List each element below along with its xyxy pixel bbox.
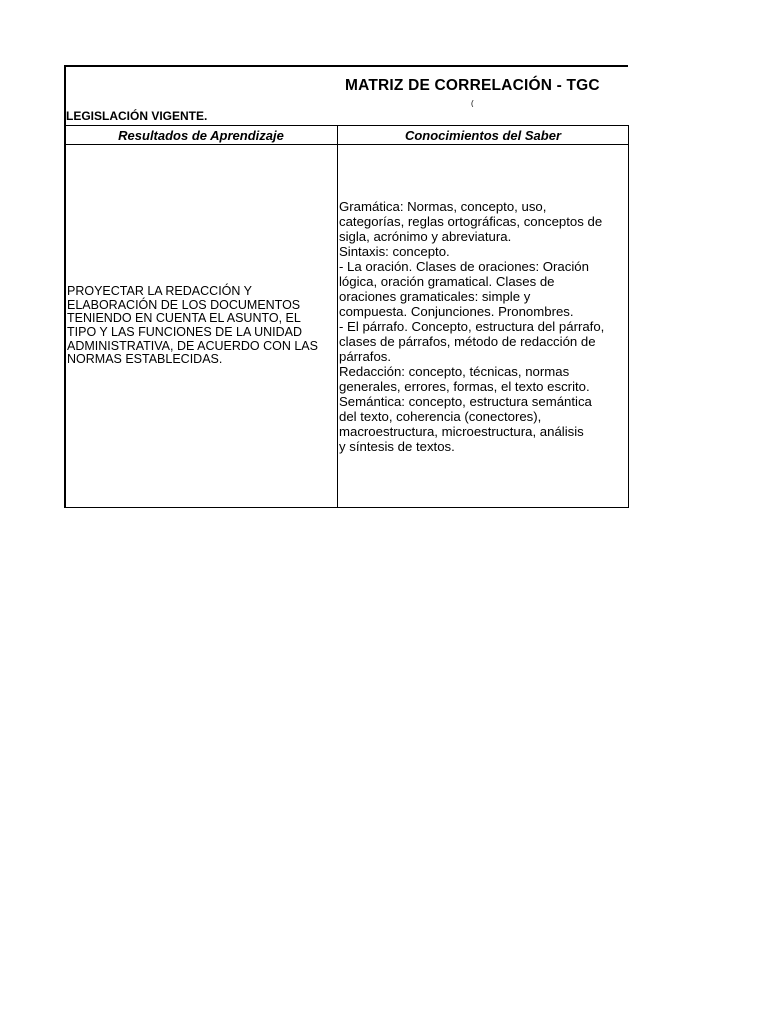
header-conocimientos: Conocimientos del Saber <box>338 126 629 145</box>
conocimientos-line: - El párrafo. Concepto, estructura del párrafo, <box>339 318 605 334</box>
correlation-table <box>64 125 629 508</box>
conocimientos-line: categorías, reglas ortográficas, conceptos de <box>339 213 603 229</box>
table-row <box>65 145 629 508</box>
conocimientos-line: Gramática: Normas, concepto, uso, <box>339 198 547 214</box>
resultados-line: NORMAS ESTABLECIDAS. <box>67 352 223 367</box>
cell-conocimientos <box>338 145 629 508</box>
cell-resultados <box>65 145 338 508</box>
correlation-matrix-sheet <box>64 65 628 508</box>
conocimientos-line: párrafos. <box>339 348 392 364</box>
resultados-line: ADMINISTRATIVA, DE ACUERDO CON LAS <box>67 338 318 353</box>
resultados-line: PROYECTAR LA REDACCIÓN Y <box>67 284 252 299</box>
conocimientos-line: clases de párrafos, método de redacción de <box>339 333 596 349</box>
conocimientos-line: sigla, acrónimo y abreviatura. <box>339 228 512 244</box>
conocimientos-line: compuesta. Conjunciones. Pronombres. <box>339 303 574 319</box>
conocimientos-line: Sintaxis: concepto. <box>339 243 450 259</box>
title-cropped-mark: ( <box>471 99 474 107</box>
conocimientos-line: oraciones gramaticales: simple y <box>339 288 531 304</box>
conocimientos-line: del texto, coherencia (conectores), <box>339 408 542 424</box>
resultados-line: TIPO Y LAS FUNCIONES DE LA UNIDAD <box>67 325 303 339</box>
conocimientos-line: generales, errores, formas, el texto escrito. <box>339 378 590 394</box>
title-row <box>66 67 628 107</box>
conocimientos-line: Semántica: concepto, estructura semántica <box>339 393 592 409</box>
resultados-line: ELABORACIÓN DE LOS DOCUMENTOS <box>67 297 301 312</box>
resultados-line: TENIENDO EN CUENTA EL ASUNTO, EL <box>67 311 301 326</box>
header-resultados: Resultados de Aprendizaje <box>65 126 338 145</box>
conocimientos-line: Redacción: concepto, técnicas, normas <box>339 363 570 379</box>
page-title: MATRIZ DE CORRELACIÓN - TGC <box>345 77 600 94</box>
conocimientos-line: lógica, oración gramatical. Clases de <box>339 273 555 289</box>
table-header-row <box>65 126 629 145</box>
conocimientos-line: macroestructura, microestructura, análisis <box>339 423 584 439</box>
subheading-legislacion: LEGISLACIÓN VIGENTE. <box>66 109 208 123</box>
conocimientos-line: y síntesis de textos. <box>339 438 455 454</box>
conocimientos-line: - La oración. Clases de oraciones: Oración <box>339 258 589 274</box>
